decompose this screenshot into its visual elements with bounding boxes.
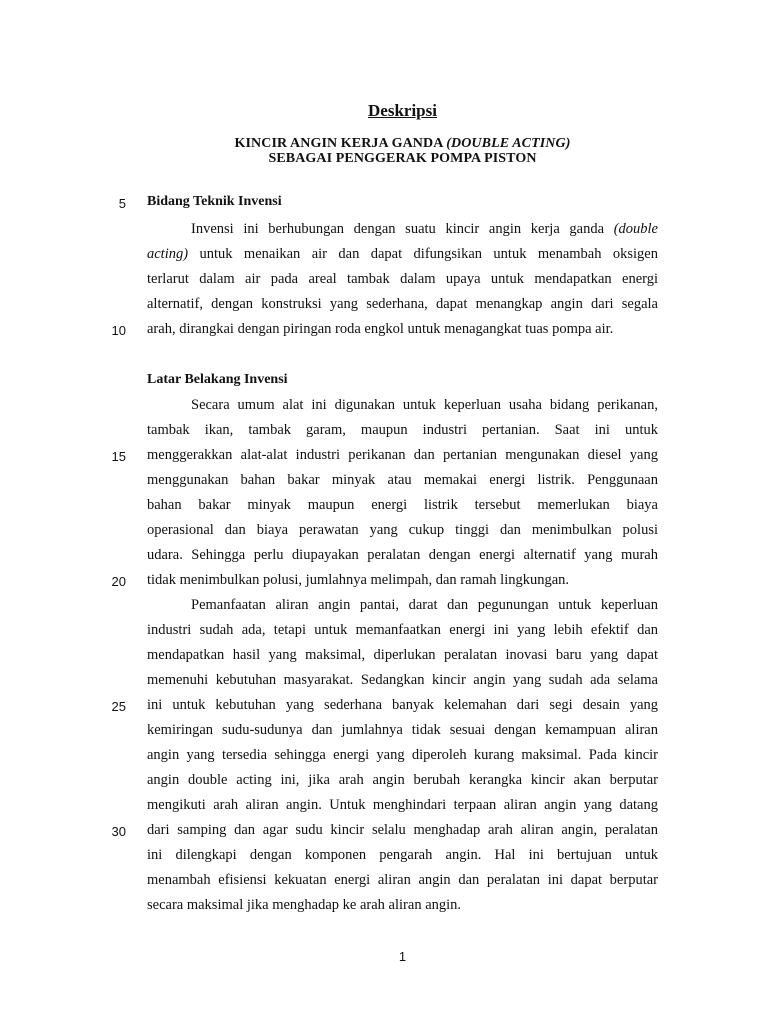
margin-line-number: 10 xyxy=(111,323,126,338)
body-line: alternatif, dengan konstruksi yang sederhana, dapat menangkap angin dari segala xyxy=(147,296,658,312)
body-line: operasional dan biaya perawatan yang cukup tinggi dan menimbulkan polusi xyxy=(147,522,658,538)
invention-title-text: KINCIR ANGIN KERJA GANDA xyxy=(234,136,447,151)
body-line: angin double acting ini, jika arah angin berubah kerangka kincir akan berputar xyxy=(147,772,658,788)
invention-title-italic: (DOUBLE ACTING) xyxy=(446,136,571,151)
body-line: menggunakan bahan bakar minyak atau memakai energi listrik. Penggunaan xyxy=(147,472,658,488)
section-heading-field: Bidang Teknik Invensi xyxy=(147,194,282,209)
document-title: Deskripsi xyxy=(368,101,437,120)
body-line: ini dilengkapi dengan komponen pengarah angin. Hal ini bertujuan untuk xyxy=(147,847,658,863)
body-line: bahan bakar minyak maupun energi listrik tersebut memerlukan biaya xyxy=(147,497,658,513)
margin-line-number: 25 xyxy=(111,699,126,714)
body-text: untuk menaikan air dan dapat difungsikan untuk menambah oksigen xyxy=(188,246,658,262)
body-line: mengikuti arah aliran angin. Untuk menghindari terpaan aliran angin yang datang xyxy=(147,797,658,813)
margin-line-number: 20 xyxy=(111,574,126,589)
body-line: menambah efisiensi kekuatan energi aliran angin dan peralatan ini dapat berputar xyxy=(147,872,658,888)
body-line: tidak menimbulkan polusi, jumlahnya melimpah, dan ramah lingkungan. xyxy=(147,572,570,588)
body-line xyxy=(191,221,658,238)
body-line: udara. Sehingga perlu diupayakan peralatan dengan energi alternatif yang murah xyxy=(147,547,658,563)
body-text-italic: (double xyxy=(613,221,658,237)
body-line: mendapatkan hasil yang maksimal, diperlukan peralatan inovasi baru yang dapat xyxy=(147,647,658,663)
body-line: Secara umum alat ini digunakan untuk keperluan usaha bidang perikanan, xyxy=(191,397,658,413)
body-line: Pemanfaatan aliran angin pantai, darat dan pegunungan untuk keperluan xyxy=(191,597,658,613)
margin-line-number: 15 xyxy=(111,449,126,464)
body-text: Invensi ini berhubungan dengan suatu kincir angin kerja ganda xyxy=(191,221,614,237)
body-line: menggerakkan alat-alat industri perikanan dan pertanian mengunakan diesel yang xyxy=(147,447,658,463)
margin-line-number: 30 xyxy=(111,824,126,839)
body-line: terlarut dalam air pada areal tambak dalam upaya untuk mendapatkan energi xyxy=(147,271,658,287)
body-line: tambak ikan, tambak garam, maupun industri pertanian. Saat ini untuk xyxy=(147,422,658,438)
body-line: angin yang tersedia sehingga energi yang diperoleh kurang maksimal. Pada kincir xyxy=(147,747,658,763)
body-text-italic: acting) xyxy=(147,246,189,262)
body-line: dari samping dan agar sudu kincir selalu menghadap arah aliran angin, peralatan xyxy=(147,822,658,838)
invention-title-line-1 xyxy=(0,136,768,152)
invention-title-line-2: SEBAGAI PENGGERAK POMPA PISTON xyxy=(268,151,537,166)
section-heading-background: Latar Belakang Invensi xyxy=(147,372,288,387)
body-line: kemiringan sudu-sudunya dan jumlahnya tidak sesuai dengan kemampuan aliran xyxy=(147,722,658,738)
margin-line-number: 5 xyxy=(118,196,126,211)
page-number: 1 xyxy=(398,949,407,964)
body-line: ini untuk kebutuhan yang sederhana banyak kelemahan dari segi desain yang xyxy=(147,697,658,713)
body-line: memenuhi kebutuhan masyarakat. Sedangkan kincir angin yang sudah ada selama xyxy=(147,672,658,688)
body-line: arah, dirangkai dengan piringan roda engkol untuk menagangkat tuas pompa air. xyxy=(147,321,614,337)
body-line: secara maksimal jika menghadap ke arah aliran angin. xyxy=(147,897,462,913)
body-line: industri sudah ada, tetapi untuk memanfaatkan energi ini yang lebih efektif dan xyxy=(147,622,658,638)
body-line xyxy=(147,246,658,263)
